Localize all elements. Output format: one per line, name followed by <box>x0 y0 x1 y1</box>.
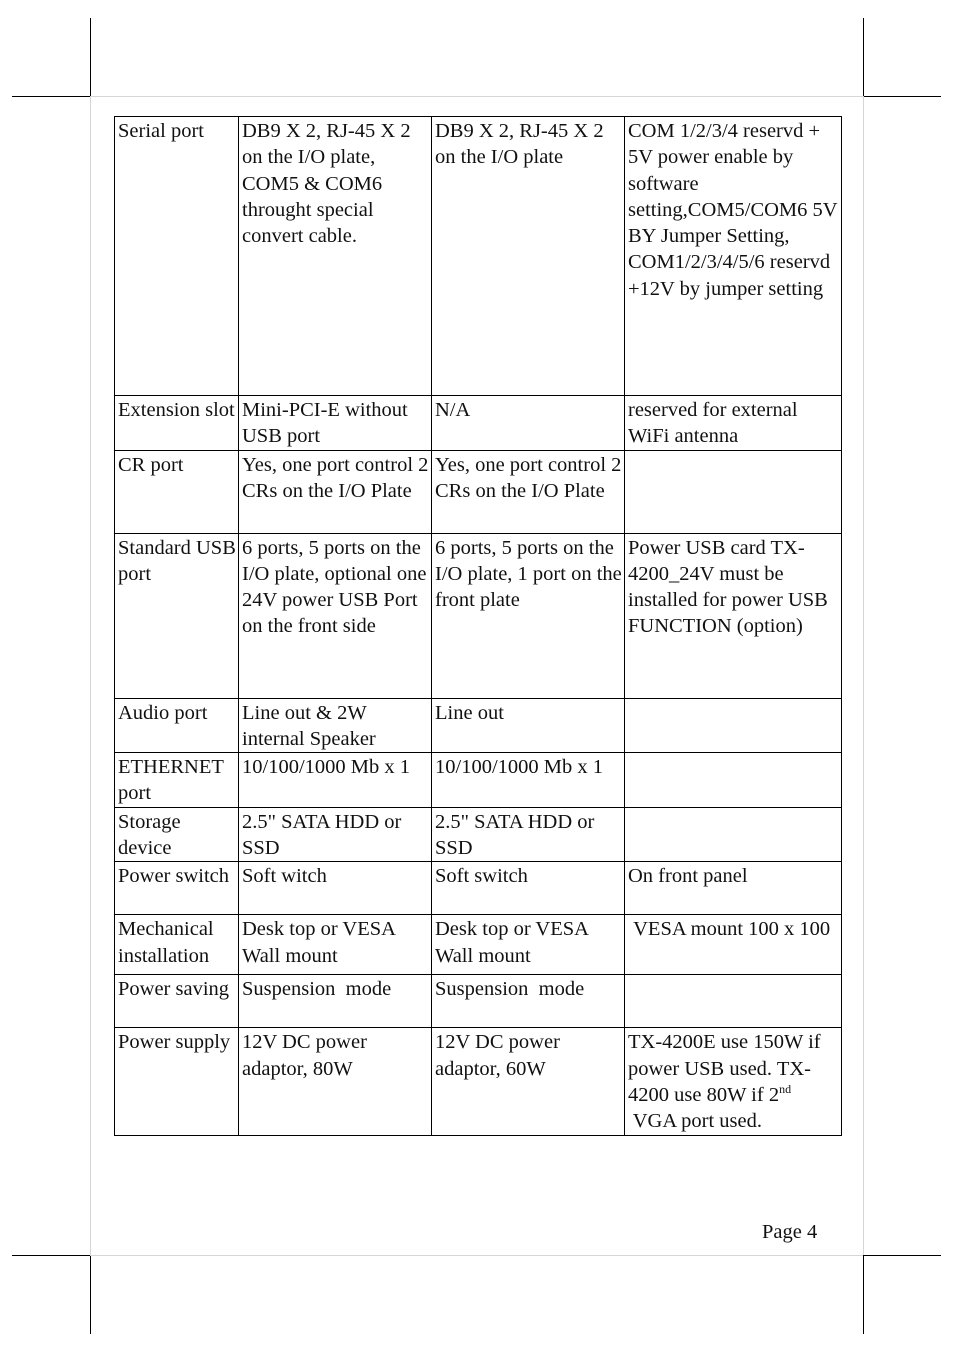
feature-cell: Extension slot <box>115 396 239 451</box>
spec-table <box>114 116 842 1136</box>
page-frame-top <box>90 96 863 97</box>
table-row <box>115 396 842 451</box>
spec-cell: 10/100/1000 Mb x 1 <box>432 753 625 808</box>
crop-mark <box>863 1256 864 1334</box>
table-row <box>115 533 842 698</box>
spec-cell: 2.5" SATA HDD or SSD <box>432 807 625 862</box>
feature-cell: CR port <box>115 450 239 533</box>
note-cell <box>625 975 842 1028</box>
spec-cell: N/A <box>432 396 625 451</box>
spec-cell: Soft switch <box>432 862 625 915</box>
crop-mark <box>90 18 91 96</box>
note-cell: On front panel <box>625 862 842 915</box>
spec-cell: Desk top or VESA Wall mount <box>239 915 432 975</box>
spec-cell: Soft witch <box>239 862 432 915</box>
page-frame-right <box>863 96 864 1255</box>
spec-cell: 6 ports, 5 ports on the I/O plate, 1 port on the front plate <box>432 533 625 698</box>
crop-mark <box>863 96 941 97</box>
spec-cell: Line out & 2W internal Speaker <box>239 698 432 753</box>
feature-cell: Storage device <box>115 807 239 862</box>
crop-mark <box>12 1255 90 1256</box>
table-row <box>115 117 842 396</box>
spec-cell: Yes, one port control 2 CRs on the I/O Plate <box>239 450 432 533</box>
note-cell <box>625 698 842 753</box>
table-row <box>115 753 842 808</box>
spec-cell: Suspension mode <box>239 975 432 1028</box>
crop-mark <box>90 1256 91 1334</box>
feature-cell: Power switch <box>115 862 239 915</box>
spec-cell: 12V DC power adaptor, 80W <box>239 1028 432 1135</box>
spec-cell: Yes, one port control 2 CRs on the I/O Plate <box>432 450 625 533</box>
note-cell: VESA mount 100 x 100 <box>625 915 842 975</box>
table-row <box>115 862 842 915</box>
note-cell: Power USB card TX-4200_24V must be installed for power USB FUNCTION (option) <box>625 533 842 698</box>
feature-cell: ETHERNET port <box>115 753 239 808</box>
spec-cell: 10/100/1000 Mb x 1 <box>239 753 432 808</box>
spec-cell: 6 ports, 5 ports on the I/O plate, optional one 24V power USB Port on the front side <box>239 533 432 698</box>
crop-mark <box>863 1255 941 1256</box>
note-cell <box>625 1028 842 1135</box>
spec-cell: Line out <box>432 698 625 753</box>
spec-cell: 2.5" SATA HDD or SSD <box>239 807 432 862</box>
spec-cell: 12V DC power adaptor, 60W <box>432 1028 625 1135</box>
note-cell: reserved for external WiFi antenna <box>625 396 842 451</box>
feature-cell: Power saving <box>115 975 239 1028</box>
spec-cell: DB9 X 2, RJ-45 X 2 on the I/O plate <box>432 117 625 396</box>
note-cell: COM 1/2/3/4 reservd + 5V power enable by software setting,COM5/COM6 5V BY Jumper Setting, COM1/2/3/4/5/6 reservd +12V by jumper setting <box>625 117 842 396</box>
spec-cell: DB9 X 2, RJ-45 X 2 on the I/O plate, COM5 & COM6 throught special convert cable. <box>239 117 432 396</box>
spec-cell: Mini-PCI-E without USB port <box>239 396 432 451</box>
table-row <box>115 975 842 1028</box>
crop-mark <box>863 18 864 96</box>
crop-mark <box>12 96 90 97</box>
feature-cell: Audio port <box>115 698 239 753</box>
table-row <box>115 1028 842 1135</box>
page-frame-bottom <box>90 1255 863 1256</box>
spec-cell: Suspension mode <box>432 975 625 1028</box>
note-cell <box>625 807 842 862</box>
feature-cell: Mechanical installation <box>115 915 239 975</box>
feature-cell: Power supply <box>115 1028 239 1135</box>
feature-cell: Standard USB port <box>115 533 239 698</box>
note-line: TX-4200 use 80W if 2 <box>628 1057 811 1106</box>
table-row <box>115 698 842 753</box>
ordinal-suffix: nd <box>779 1082 792 1097</box>
page-number: Page 4 <box>762 1221 818 1243</box>
note-cell <box>625 450 842 533</box>
note-line: TX-4200E use 150W if power USB used. <box>628 1031 821 1080</box>
table-row <box>115 915 842 975</box>
table-row <box>115 807 842 862</box>
table-row <box>115 450 842 533</box>
page-frame-left <box>90 96 91 1255</box>
spec-cell: Desk top or VESA Wall mount <box>432 915 625 975</box>
note-line: VGA port used. <box>628 1110 763 1133</box>
note-cell <box>625 753 842 808</box>
feature-cell: Serial port <box>115 117 239 396</box>
